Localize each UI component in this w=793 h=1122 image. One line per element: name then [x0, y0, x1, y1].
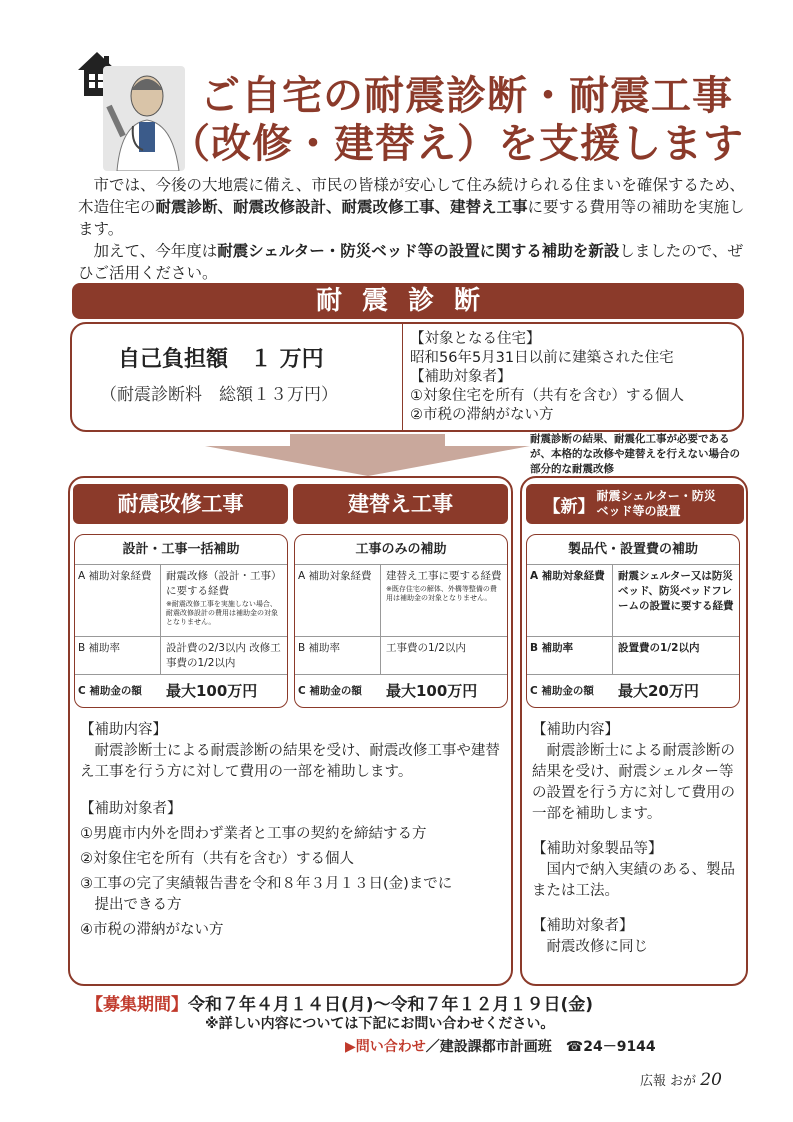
more-info-note: ※詳しい内容については下記にお問い合わせください。	[205, 1016, 555, 1032]
footer	[640, 1070, 722, 1090]
left-content	[80, 720, 500, 941]
tatekae-card	[294, 534, 508, 708]
new-badge: 【新】	[543, 496, 595, 517]
tatekae-c-val: 最大100万円	[386, 681, 478, 700]
page-number: 20	[700, 1070, 722, 1090]
page-title-line1: ご自宅の耐震診断・耐震工事	[200, 73, 733, 119]
down-arrow-icon	[100, 434, 530, 476]
right-h1: 【補助内容】	[532, 722, 619, 738]
intro-text: 市では、今後の大地震に備え、市民の皆様が安心して住み続けられる住まいを確保するため、木造住宅の耐震診断、耐震改修設計、耐震改修工事、建替え工事に要する費用等の補助を実施します。 加えて、今年度は耐震シェルター・防災ベッド等の設置に関する補助を新設しましたので、ぜひご活用ください。	[78, 176, 745, 282]
kaishu-card	[74, 534, 288, 708]
right-h2: 【補助対象製品等】	[532, 841, 663, 857]
shindan-banner: 耐震診断	[72, 283, 744, 319]
right-p3: 耐震改修に同じ	[532, 939, 648, 955]
kaishu-a-val: 耐震改修（設計・工事）に要する経費	[166, 570, 282, 597]
page-title-line2: （改修・建替え）を支援します	[170, 121, 744, 167]
left-h2: 【補助対象者】	[80, 801, 182, 817]
kaishu-c-val: 最大100万円	[166, 681, 258, 700]
self-pay-amount: 自己負担額 １ 万円	[118, 347, 324, 372]
shelter-a-key: A 補助対象経費	[527, 565, 613, 636]
right-p1: 耐震診断士による耐震診断の結果を受け、耐震シェルター等の設置を行う方に対して費用の一部を補助します。	[532, 743, 735, 822]
kaishu-b-key: B 補助率	[75, 637, 161, 674]
tab-tatekae: 建替え工事	[293, 484, 508, 524]
shelter-a-val: 耐震シェルター又は防災ベッド、防災ベッドフレームの設置に要する経費	[618, 570, 734, 612]
tatekae-a-val: 建替え工事に要する経費	[386, 570, 502, 582]
left-p1: 耐震診断士による耐震診断の結果を受け、耐震改修工事や建替え工事を行う方に対して費用の一部を補助します。	[80, 743, 500, 780]
tatekae-a-note: ※既存住宅の解体、外構等整備の費用は補助金の対象となりません。	[386, 585, 497, 602]
kaishu-a-note: ※耐震改修工事を実施しない場合、耐震改修設計の費用は補助金の対象となりません。	[166, 600, 278, 626]
footer-label: 広報 おが	[640, 1074, 697, 1089]
shindan-targets: 【対象となる住宅】 昭和56年5月31日以前に建築された住宅 【補助対象者】 ①対象住宅を所有（共有を含む）する個人 ②市税の滞納がない方	[410, 331, 684, 423]
kaishu-c-key: C 補助金の額	[78, 684, 142, 697]
kaishu-a-key: A 補助対象経費	[75, 565, 161, 636]
arrow-note: 耐震診断の結果、耐震化工事が必要であるが、本格的な改修や建替えを行えない場合の部分的な耐震改修	[530, 433, 740, 475]
shelter-c-key: C 補助金の額	[530, 684, 594, 697]
right-h3: 【補助対象者】	[532, 918, 634, 934]
right-p2: 国内で納入実績のある、製品または工法。	[532, 862, 735, 899]
tab-kaishu: 耐震改修工事	[73, 484, 288, 524]
left-i4: ④市税の滞納がない方	[80, 922, 224, 938]
contact-tel: ☎24－9144	[565, 1039, 656, 1055]
left-i3b: 提出できる方	[80, 897, 182, 913]
kaishu-b-val: 設計費の2/3以内 改修工事費の1/2以内	[166, 642, 281, 669]
tab-shelter	[526, 484, 744, 524]
contact-line	[345, 1036, 656, 1056]
shelter-b-val: 設置費の1/2以内	[618, 642, 700, 654]
self-pay-total: （耐震診断料 総額１３万円）	[100, 385, 338, 405]
period-label: 【募集期間】	[86, 995, 188, 1015]
left-i3: ③工事の完了実績報告書を令和８年３月１３日(金)までに	[80, 876, 453, 892]
recruit-period	[86, 990, 593, 1015]
shelter-card	[526, 534, 740, 708]
left-h1: 【補助内容】	[80, 722, 167, 738]
shelter-card-head: 製品代・設置費の補助	[527, 535, 739, 565]
tatekae-b-val: 工事費の1/2以内	[386, 642, 466, 654]
left-i2: ②対象住宅を所有（共有を含む）する個人	[80, 851, 354, 867]
kaishu-card-head: 設計・工事一括補助	[75, 535, 287, 565]
tatekae-b-key: B 補助率	[295, 637, 381, 674]
shelter-b-key: B 補助率	[527, 637, 613, 674]
shelter-c-val: 最大20万円	[618, 681, 699, 700]
contact-dept: ／建設課都市計画班	[425, 1039, 566, 1055]
contact-label: ▶問い合わせ	[345, 1039, 426, 1055]
tatekae-c-key: C 補助金の額	[298, 684, 362, 697]
left-i1: ①男鹿市内外を問わず業者と工事の契約を締結する方	[80, 826, 427, 842]
tatekae-a-key: A 補助対象経費	[295, 565, 381, 636]
shelter-tab-text: 耐震シェルター・防災ベッド等の設置	[596, 489, 716, 518]
period-dates: 令和７年４月１４日(月)～令和７年１２月１９日(金)	[188, 995, 594, 1015]
tatekae-card-head: 工事のみの補助	[295, 535, 507, 565]
right-content	[532, 720, 736, 958]
shindan-divider	[402, 324, 403, 430]
